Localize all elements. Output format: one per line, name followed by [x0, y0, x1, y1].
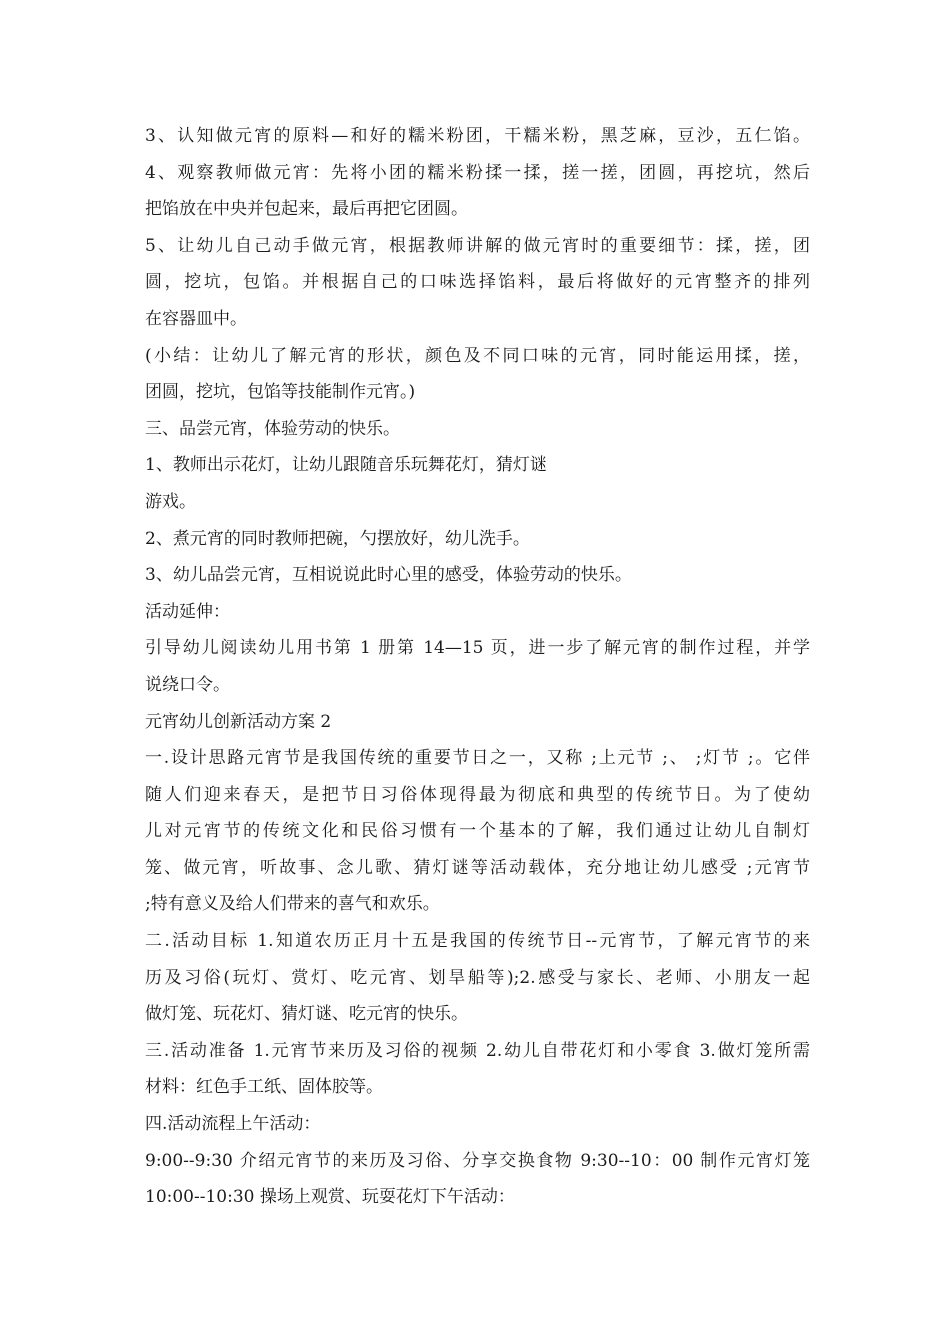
text-line: 笼、做元宵，听故事、念儿歌、猜灯谜等活动载体，充分地让幼儿感受 ;元宵节 — [145, 857, 810, 878]
text-line: 2、煮元宵的同时教师把碗，勺摆放好，幼儿洗手。 — [145, 528, 530, 549]
text-line: 做灯笼、玩花灯、猜灯谜、吃元宵的快乐。 — [145, 1004, 468, 1025]
text-line: 儿对元宵节的传统文化和民俗习惯有一个基本的了解，我们通过让幼儿自制灯 — [145, 821, 810, 842]
text-line: 圆，挖坑，包馅。并根据自己的口味选择馅料，最后将做好的元宵整齐的排列 — [145, 272, 810, 293]
text-line: 说绕口令。 — [145, 674, 230, 695]
text-line: ;特有意义及给人们带来的喜气和欢乐。 — [145, 894, 440, 915]
text-line: 3、幼儿品尝元宵，互相说说此时心里的感受，体验劳动的快乐。 — [145, 565, 632, 586]
text-line: 三、品尝元宵，体验劳动的快乐。 — [145, 418, 400, 439]
text-line: 游戏。 — [145, 491, 196, 512]
text-line: 随人们迎来春天，是把节日习俗体现得最为彻底和典型的传统节日。为了使幼 — [145, 784, 810, 805]
document-body — [145, 118, 810, 1216]
text-line: 历及习俗(玩灯、赏灯、吃元宵、划旱船等);2.感受与家长、老师、小朋友一起 — [145, 967, 810, 988]
text-line: 在容器皿中。 — [145, 308, 247, 329]
text-line: 材料：红色手工纸、固体胶等。 — [145, 1077, 383, 1098]
text-line: 3、认知做元宵的原料—和好的糯米粉团，干糯米粉，黑芝麻，豆沙，五仁馅。 — [145, 126, 810, 146]
text-line: (小结：让幼儿了解元宵的形状，颜色及不同口味的元宵，同时能运用揉，搓， — [145, 345, 810, 366]
text-line: 4、观察教师做元宵：先将小团的糯米粉揉一揉，搓一搓，团圆，再挖坑，然后 — [145, 162, 810, 183]
text-line: 二.活动目标 1.知道农历正月十五是我国的传统节日--元宵节，了解元宵节的来 — [145, 931, 810, 952]
text-line: 团圆，挖坑，包馅等技能制作元宵。) — [145, 382, 416, 403]
text-line: 9:00--9:30 介绍元宵节的来历及习俗、分享交换食物 9:30--10：00 制作元宵灯笼 — [145, 1150, 810, 1171]
text-line: 元宵幼儿创新活动方案 2 — [145, 711, 332, 732]
text-line: 10:00--10:30 操场上观赏、玩耍花灯下午活动： — [145, 1187, 515, 1208]
text-line: 三.活动准备 1.元宵节来历及习俗的视频 2.幼儿自带花灯和小零食 3.做灯笼所需 — [145, 1040, 810, 1061]
text-line: 5、让幼儿自己动手做元宵，根据教师讲解的做元宵时的重要细节：揉，搓，团 — [145, 235, 810, 256]
text-line: 一.设计思路元宵节是我国传统的重要节日之一，又称 ;上元节 ;、 ;灯节 ;。它伴 — [145, 748, 810, 769]
text-line: 1、教师出示花灯，让幼儿跟随音乐玩舞花灯，猜灯谜 — [145, 455, 547, 476]
text-line: 活动延伸： — [145, 601, 230, 622]
text-line: 把馅放在中央并包起来，最后再把它团圆。 — [145, 199, 468, 220]
text-line: 引导幼儿阅读幼儿用书第 1 册第 14—15 页，进一步了解元宵的制作过程，并学 — [145, 638, 810, 659]
text-line: 四.活动流程上午活动： — [145, 1114, 321, 1135]
